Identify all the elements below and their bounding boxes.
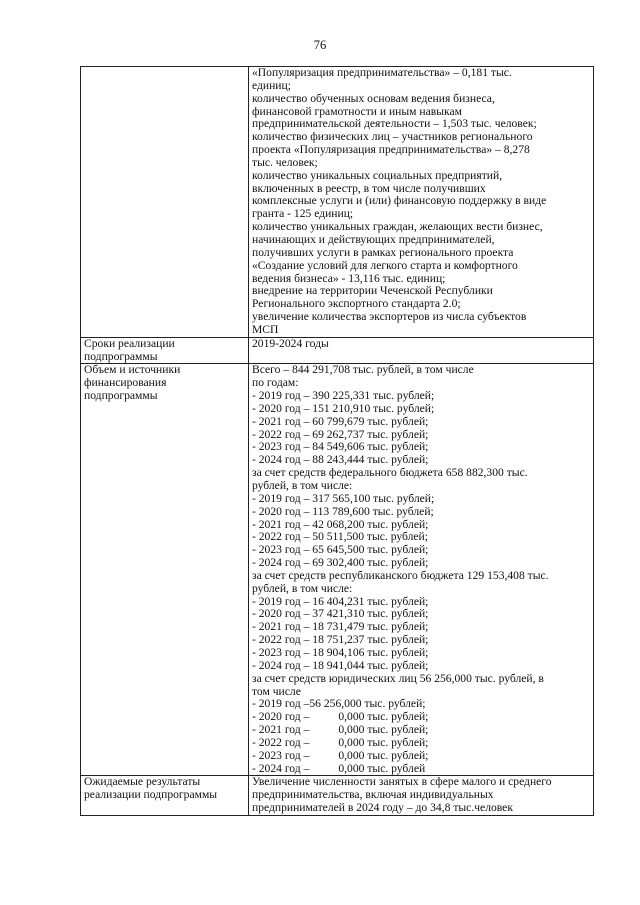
text-line: - 2022 год – 0,000 тыс. рублей; (252, 735, 429, 749)
text-line: подпрограммы (84, 349, 158, 363)
text-line: - 2023 год – 65 645,500 тыс. рублей; (252, 543, 429, 557)
text-line: предпринимательской деятельности – 1,503 тыс. человек; (252, 117, 537, 131)
text-line: предпринимателей в 2024 году – до 34,8 тыс.человек (252, 801, 513, 815)
text-line: «Популяризация предпринимательства» – 0,181 тыс. (252, 66, 512, 79)
text-line: финансовой грамотности и иным навыкам (252, 104, 462, 118)
row-label-cell (81, 337, 249, 364)
text-line: рублей, в том числе: (252, 479, 353, 492)
row-label-cell (81, 776, 249, 816)
text-line: - 2022 год – 69 262,737 тыс. рублей; (252, 427, 429, 441)
text-line: количество физических лиц – участников регионального (252, 130, 533, 144)
text-line: - 2023 год – 18 904,106 тыс. рублей; (252, 645, 429, 659)
row-value-cell (249, 337, 594, 364)
row-label-cell (81, 67, 249, 338)
text-line: - 2020 год – 37 421,310 тыс. рублей; (252, 607, 429, 621)
text-line: Объем и источники (84, 363, 181, 377)
text-line: - 2019 год – 16 404,231 тыс. рублей; (252, 594, 429, 608)
row-value-cell (249, 776, 594, 816)
text-line: - 2022 год – 18 751,237 тыс. рублей; (252, 633, 429, 647)
text-line: - 2023 год – 84 549,606 тыс. рублей; (252, 440, 429, 454)
text-line: - 2024 год – 88 243,444 тыс. рублей; (252, 453, 429, 467)
table-row-funding (81, 364, 594, 776)
text-line: начинающих и действующих предпринимателей, (252, 232, 495, 246)
text-line: тыс. человек; (252, 155, 318, 169)
text-line: - 2021 год – 42 068,200 тыс. рублей; (252, 517, 429, 531)
text-line: МСП (252, 322, 279, 336)
text-line: 2019-2024 годы (252, 336, 329, 350)
text-line: - 2021 год – 0,000 тыс. рублей; (252, 723, 429, 737)
text-line: Ожидаемые результаты (84, 775, 201, 789)
text-line: ведения бизнеса» - 13,116 тыс. единиц; (252, 271, 446, 285)
text-line: Регионального экспортного стандарта 2.0; (252, 297, 461, 311)
text-line: - 2020 год – 113 789,600 тыс. рублей; (252, 504, 434, 518)
table-row-expected-results (81, 776, 594, 816)
text-line: - 2021 год – 60 799,679 тыс. рублей; (252, 414, 429, 428)
subprogram-passport-table (80, 66, 594, 816)
text-line: - 2019 год – 317 565,100 тыс. рублей; (252, 491, 435, 505)
text-line: включенных в реестр, в том числе получивших (252, 181, 486, 195)
text-line: предпринимательства, включая индивидуальных (252, 788, 494, 802)
text-line: том числе (252, 684, 301, 698)
text-line: проекта «Популяризация предпринимательства» – 8,278 (252, 143, 530, 157)
text-line: подпрограммы (84, 389, 158, 403)
text-line: - 2019 год – 390 225,331 тыс. рублей; (252, 389, 435, 403)
text-line: Всего – 844 291,708 тыс. рублей, в том числе (252, 363, 474, 377)
text-line: Увеличение численности занятых в сфере малого и среднего (252, 775, 552, 789)
text-line: комплексные услуги и (или) финансовую поддержку в виде (252, 194, 547, 208)
text-line: - 2024 год – 18 941,044 тыс. рублей; (252, 658, 429, 672)
text-line: за счет средств федерального бюджета 658 882,300 тыс. (252, 466, 528, 480)
text-line: количество уникальных социальных предприятий, (252, 168, 503, 182)
row-value-cell (249, 364, 594, 776)
text-line: - 2021 год – 18 731,479 тыс. рублей; (252, 620, 429, 634)
table-row-timeline (81, 337, 594, 364)
text-line: - 2024 год – 69 302,400 тыс. рублей; (252, 556, 429, 570)
text-line: - 2023 год – 0,000 тыс. рублей; (252, 748, 429, 762)
text-line: увеличение количества экспортеров из числа субъектов (252, 310, 527, 324)
row-label-cell (81, 364, 249, 776)
text-line: количество уникальных граждан, желающих вести бизнес, (252, 220, 543, 234)
text-line: - 2020 год – 0,000 тыс. рублей; (252, 710, 429, 724)
text-line: финансирования (84, 376, 167, 390)
text-line: - 2024 год – 0,000 тыс. рублей (252, 761, 426, 775)
text-line: гранта - 125 единиц; (252, 207, 354, 221)
page-number: 76 (313, 38, 327, 52)
text-line: Сроки реализации (84, 336, 175, 350)
table-row-targets (81, 67, 594, 338)
row-value-cell (249, 67, 594, 338)
text-line: - 2019 год –56 256,000 тыс. рублей; (252, 697, 426, 711)
text-line: «Создание условий для легкого старта и комфортного (252, 258, 518, 272)
text-line: за счет средств юридических лиц 56 256,000 тыс. рублей, в (252, 671, 544, 685)
text-line: получивших услуги в рамках регионального проекта (252, 245, 514, 259)
text-line: количество обученных основам ведения бизнеса, (252, 91, 495, 105)
text-line: по годам: (252, 376, 299, 390)
text-line: - 2022 год – 50 511,500 тыс. рублей; (252, 530, 428, 544)
text-line: единиц; (252, 78, 291, 92)
text-line: - 2020 год – 151 210,910 тыс. рублей; (252, 401, 435, 415)
text-line: рублей, в том числе: (252, 581, 353, 595)
text-line: реализации подпрограммы (84, 788, 218, 802)
text-line: за счет средств республиканского бюджета 129 153,408 тыс. (252, 568, 549, 582)
text-line: внедрение на территории Чеченской Республики (252, 284, 493, 298)
